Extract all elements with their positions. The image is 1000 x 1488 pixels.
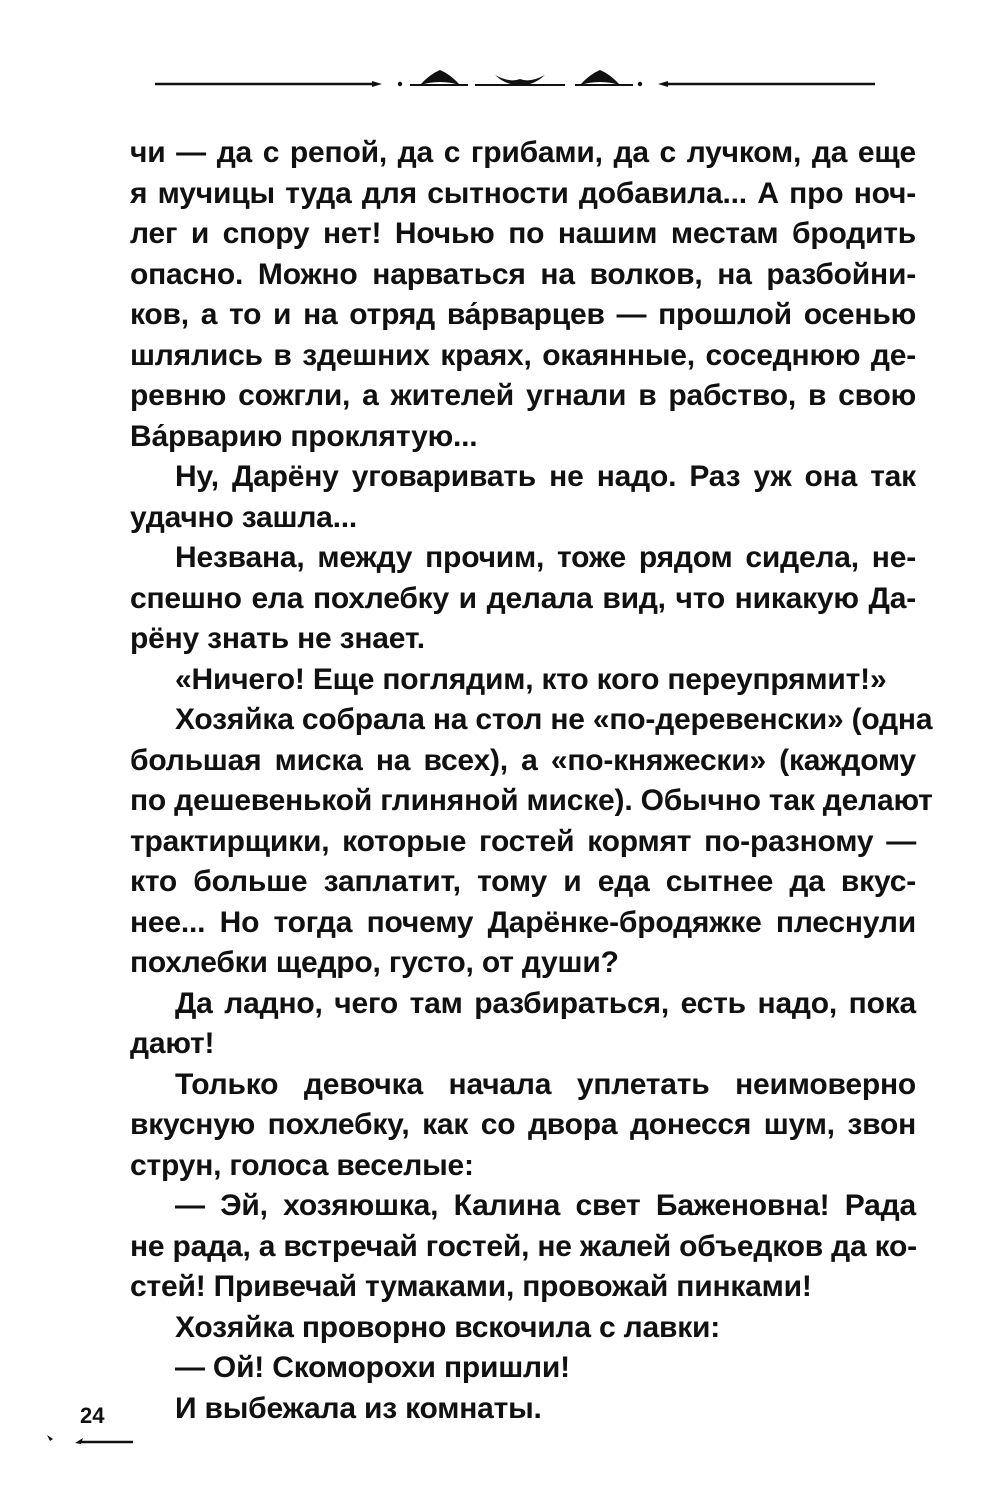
text-line: удачно зашла... <box>130 500 358 534</box>
text-line: большая миска на всех), а «по-княжески» (каждому <box>130 743 916 777</box>
footer-ornament-icon <box>45 1430 135 1450</box>
text-line: стей! Привечай тумаками, провожай пинками! <box>130 1270 812 1303</box>
text-line: шлялись в здешних краях, окаянные, соседнюю де- <box>130 338 916 372</box>
header-ornament-icon <box>150 58 880 98</box>
text-line: «Ничего! Еще поглядим, кто кого переупрямит!» <box>175 662 887 696</box>
paragraph <box>130 1065 916 1187</box>
text-line: Да ладно, чего там разбираться, есть надо, пока <box>175 986 916 1020</box>
paragraph <box>130 133 916 457</box>
paragraph <box>130 1308 916 1349</box>
text-line: Хозяйка проворно вскочила с лавки: <box>175 1310 721 1344</box>
text-line: я мучицы туда для сытности добавила... А про ноч- <box>130 176 916 210</box>
text-line: нее... Но тогда почему Дарёнке-бродяжке плеснули <box>130 905 916 939</box>
paragraph <box>130 1186 916 1308</box>
paragraph <box>130 457 916 538</box>
text-line: Хозяйка собрала на стол не «по-деревенски» (одна <box>175 703 933 736</box>
text-line: спешно ела похлебку и делала вид, что никакую Да- <box>130 581 916 615</box>
text-line: рёну знать не знает. <box>130 622 425 655</box>
text-line: И выбежала из комнаты. <box>175 1391 542 1425</box>
page-text <box>130 133 933 1429</box>
page-number: 24 <box>80 1403 105 1428</box>
text-line: лег и спору нет! Ночью по нашим местам бродить <box>130 217 916 250</box>
text-line: вкусную похлебку, как со двора донесся шум, звон <box>130 1108 916 1141</box>
paragraph <box>130 984 916 1065</box>
text-line: Незвана, между прочим, тоже рядом сидела, не- <box>175 541 916 574</box>
text-line: опасно. Можно нарваться на волков, на разбойни- <box>130 257 916 291</box>
paragraph <box>130 538 916 660</box>
text-line: — Эй, хозяюшка, Калина свет Баженовна! Рада <box>175 1189 916 1222</box>
text-line: струн, голоса веселые: <box>130 1148 474 1182</box>
text-line: похлебки щедро, густо, от души? <box>130 946 619 979</box>
text-line: ревню сожгли, а жителей угнали в рабство, в свою <box>130 379 916 412</box>
text-line: ков, а то и на отряд ва́рварцев — прошлой осенью <box>130 298 916 331</box>
text-line: Ва́рварию проклятую... <box>130 419 478 453</box>
text-line: — Ой! Скоморохи пришли! <box>175 1351 570 1384</box>
text-line: дают! <box>130 1027 215 1060</box>
text-line: Ну, Дарёну уговаривать не надо. Раз уж она так <box>175 460 916 493</box>
paragraph <box>130 1348 916 1389</box>
paragraph <box>130 660 916 701</box>
text-line: трактирщики, которые гостей кормят по-разному — <box>130 824 916 858</box>
paragraph <box>130 700 933 984</box>
text-line: кто больше заплатит, тому и еда сытнее да вкус- <box>130 865 916 898</box>
text-line: по дешевенькой глиняной миске). Обычно так делают <box>130 784 933 817</box>
paragraph <box>130 1389 916 1430</box>
text-line: не рада, а встречай гостей, не жалей объедков да ко- <box>130 1229 917 1263</box>
text-line: чи — да с репой, да с грибами, да с лучком, да еще <box>130 136 916 169</box>
text-line: Только девочка начала уплетать неимоверно <box>175 1067 916 1101</box>
